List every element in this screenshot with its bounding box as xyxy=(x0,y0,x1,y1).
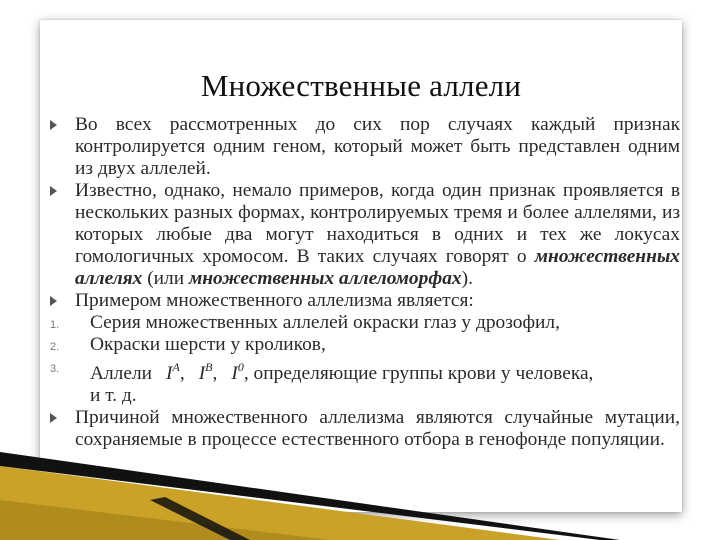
paragraph-text: Во всех рассмотренных до сих пор случаях каждый признак контролируется одним геном, который может быть представлен одним из двух аллелей. xyxy=(75,114,680,179)
slide-body xyxy=(50,114,680,451)
bullet-arrow-icon xyxy=(50,120,57,130)
bullet-arrow-icon xyxy=(50,186,57,196)
allele-ib: $I^B$ xyxy=(198,360,213,384)
comma: , xyxy=(243,363,249,384)
allele-i0: $I^0$ xyxy=(231,360,244,384)
bullet-paragraph-3 xyxy=(50,290,680,312)
term-multiple-allelomorphs: множественных аллеломорфах xyxy=(188,268,462,289)
list-item-1 xyxy=(50,312,680,334)
bullet-paragraph-2 xyxy=(50,180,680,290)
paragraph-text: Причиной множественного аллелизма являются случайные мутации, сохраняемые в процессе естественного отбора в генофонде популяции. xyxy=(75,407,680,450)
comma: , xyxy=(212,363,218,384)
list-item-tail: и т. д. xyxy=(90,385,137,406)
bullet-arrow-icon xyxy=(50,296,57,306)
bullet-paragraph-4 xyxy=(50,407,680,451)
list-item-text: Окраски шерсти у кроликов, xyxy=(90,334,326,355)
paragraph-text-middle: (или xyxy=(142,268,189,289)
slide-title: Множественные аллели xyxy=(200,68,522,103)
list-number: 2. xyxy=(50,341,60,353)
allele-ia: $I^A$ xyxy=(166,360,180,384)
list-item-2 xyxy=(50,334,680,356)
list-number: 1. xyxy=(50,319,60,331)
alleles-suffix: определяющие группы крови у человека, xyxy=(248,363,594,384)
term-multiple-alleles: множественных аллелях xyxy=(75,246,680,289)
alleles-line xyxy=(90,356,680,385)
paragraph-text: Известно, однако, немало примеров, когда один признак проявляется в нескольких разных формах, контролируемых тремя и более аллелями, из которых любые два могут находиться в одних и тех же локусах гомологичных хромосом. В таких случаях говорят о xyxy=(75,180,680,267)
alleles-prefix: Аллели xyxy=(90,363,153,384)
bullet-arrow-icon xyxy=(50,413,57,423)
paragraph-text: Примером множественного аллелизма является: xyxy=(75,290,474,311)
comma: , xyxy=(179,363,185,384)
list-item-text: Серия множественных аллелей окраски глаз у дрозофил, xyxy=(90,312,560,333)
bullet-paragraph-1 xyxy=(50,114,680,180)
list-item-3 xyxy=(50,356,680,407)
paragraph-text-end: ). xyxy=(461,268,473,289)
list-number: 3. xyxy=(50,363,60,375)
